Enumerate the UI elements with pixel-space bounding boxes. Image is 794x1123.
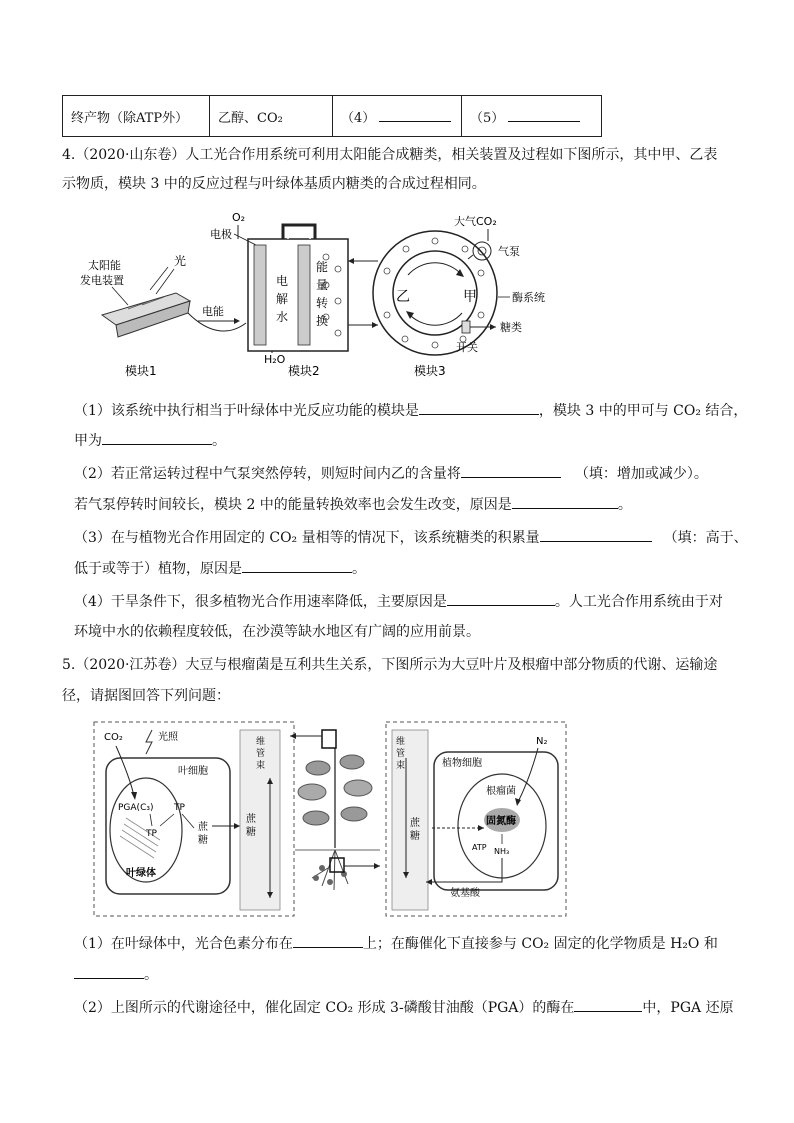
label-sucrose3-2: 糖 xyxy=(410,831,420,842)
label-sucrose2-2: 糖 xyxy=(246,827,256,838)
leaf-highlight-box xyxy=(322,730,336,748)
label-vb2-2: 管 xyxy=(396,749,406,759)
label-leafcell: 叶细胞 xyxy=(178,766,208,777)
label-jia: 甲 xyxy=(463,289,477,305)
table-cell-4: （4） xyxy=(333,96,462,137)
answer-blank[interactable] xyxy=(293,933,363,948)
label-power: 电能 xyxy=(202,305,224,318)
label-vb1-3: 束 xyxy=(256,761,266,771)
q5-sub1-line1: （1）在叶绿体中，光合色素分布在 上；在酶催化下直接参与 CO₂ 固定的化学物质是 H₂O 和 xyxy=(74,933,718,954)
label-energy-4: 换 xyxy=(316,314,329,328)
q4-sub2-line1: （2）若正常运转过程中气泵突然停转，则短时间内乙的含量将 （填：增加或减少）。 xyxy=(74,463,708,484)
label-elec-1: 电 xyxy=(276,274,289,288)
answer-blank[interactable] xyxy=(512,494,618,509)
answer-blank[interactable] xyxy=(242,558,352,573)
label-chloroplast: 叶绿体 xyxy=(126,868,156,879)
label-module2: 模块2 xyxy=(288,364,320,378)
leaf-cell xyxy=(106,758,230,894)
root-highlight-box xyxy=(330,858,344,872)
answer-blank[interactable] xyxy=(74,964,144,979)
q4-sub3-line2: 低于或等于）植物，原因是 。 xyxy=(74,558,366,579)
soybean-plant-icon xyxy=(295,748,380,890)
q4-sub3-line1: （3）在与植物光合作用固定的 CO₂ 量相等的情况下，该系统糖类的积累量 （填：高于、 xyxy=(74,527,748,548)
label-aminoacid: 氨基酸 xyxy=(450,888,480,899)
label-vb2-1: 维 xyxy=(396,737,406,747)
label-rhizobia: 根瘤菌 xyxy=(486,786,516,797)
table-row-label: 终产物（除ATP外） xyxy=(63,96,210,137)
q4-sub1-line2: 甲为 。 xyxy=(74,430,226,451)
label-solar2: 发电装置 xyxy=(80,274,124,287)
label-vb1-1: 维 xyxy=(256,737,266,747)
label-vb2-3: 束 xyxy=(396,761,406,771)
label-energy-3: 转 xyxy=(316,296,329,310)
answer-blank[interactable] xyxy=(461,463,561,478)
artificial-photosynthesis-figure xyxy=(70,205,590,385)
q5-stem-line1: 5.（2020·江苏卷）大豆与根瘤菌是互利共生关系，下图所示为大豆叶片及根瘤中部分物质的代谢、运输途 xyxy=(62,657,718,673)
q5-sub1-line2: 。 xyxy=(74,964,158,985)
q4-sub2-line2: 若气泵停转时间较长，模块 2 中的能量转换效率也会发生改变，原因是 。 xyxy=(74,494,632,515)
label-elec-2: 解 xyxy=(276,292,289,306)
answer-blank[interactable] xyxy=(447,591,555,606)
label-vb1-2: 管 xyxy=(256,749,266,759)
label-nh3: NH₃ xyxy=(494,847,510,856)
label-sucrose1-2: 糖 xyxy=(198,835,208,846)
answer-blank[interactable] xyxy=(379,107,451,122)
label-energy-1: 能 xyxy=(316,260,329,274)
answer-blank[interactable] xyxy=(540,527,652,542)
q5-sub2-line1: （2）上图所示的代谢途径中，催化固定 CO₂ 形成 3-磷酸甘油酸（PGA）的酶在 中，PGA 还原 xyxy=(74,997,734,1018)
label-pump: 气泵 xyxy=(498,245,520,258)
label-light: 光照 xyxy=(158,732,178,743)
label-module1: 模块1 xyxy=(125,364,157,378)
label-atp: ATP xyxy=(472,843,487,852)
label-co2: 大气CO₂ xyxy=(454,215,497,228)
label-o2: O₂ xyxy=(232,211,246,224)
label-tp2: TP xyxy=(174,803,185,813)
label-yi: 乙 xyxy=(396,289,410,305)
answer-blank[interactable] xyxy=(102,430,212,445)
label-h2o: H₂O xyxy=(264,353,286,366)
q5-stem-line2: 径，请据图回答下列问题： xyxy=(62,688,230,704)
table-row xyxy=(63,96,602,137)
q4-sub4-line2: 环境中水的依赖程度较低，在沙漠等缺水地区有广阔的应用前景。 xyxy=(74,624,480,640)
label-sucrose3-1: 蔗 xyxy=(410,818,420,829)
product-table xyxy=(62,95,602,137)
label-module3: 模块3 xyxy=(414,364,446,378)
label-elec-3: 水 xyxy=(276,310,289,324)
electrode-rod xyxy=(254,245,266,345)
label-n2: N₂ xyxy=(536,736,548,747)
label-sucrose1-1: 蔗 xyxy=(198,822,208,833)
q4-sub4-line1: （4）干旱条件下，很多植物光合作用速率降低，主要原因是 。人工光合作用系统由于对 xyxy=(74,591,723,612)
q4-stem-line1: 4.（2020·山东卷）人工光合作用系统可利用太阳能合成糖类，相关装置及过程如下图所示，其中甲、乙表 xyxy=(62,147,718,163)
label-nitrogenase: 固氮酶 xyxy=(486,816,516,827)
soybean-rhizobia-figure xyxy=(90,718,580,923)
answer-blank[interactable] xyxy=(574,997,642,1012)
label-electrode: 电极 xyxy=(210,228,232,241)
q4-sub1-line1: （1）该系统中执行相当于叶绿体中光反应功能的模块是 ，模块 3 中的甲可与 CO₂ 结合， xyxy=(74,400,747,421)
label-pga: PGA(C₃) xyxy=(118,803,154,813)
q4-stem-line2: 示物质，模块 3 中的反应过程与叶绿体基质内糖类的合成过程相同。 xyxy=(62,176,486,192)
label-light: 光 xyxy=(174,254,187,268)
answer-blank[interactable] xyxy=(508,107,580,122)
switch-icon xyxy=(462,321,470,333)
pump-icon xyxy=(473,242,491,260)
table-cell-ethanol: 乙醇、CO₂ xyxy=(210,96,333,137)
label-solar: 太阳能 xyxy=(88,259,121,272)
answer-blank[interactable] xyxy=(419,400,539,415)
lightning-icon xyxy=(146,730,152,754)
label-sucrose2-1: 蔗 xyxy=(246,814,256,825)
label-enzyme: 酶系统 xyxy=(512,291,545,304)
label-energy-2: 量 xyxy=(316,278,329,292)
label-tp1: TP xyxy=(146,829,157,839)
label-switch: 开关 xyxy=(456,341,478,354)
table-cell-5: （5） xyxy=(462,96,602,137)
label-co2: CO₂ xyxy=(104,732,123,743)
label-plantcell: 植物细胞 xyxy=(442,758,482,769)
label-sugar: 糖类 xyxy=(500,321,522,334)
